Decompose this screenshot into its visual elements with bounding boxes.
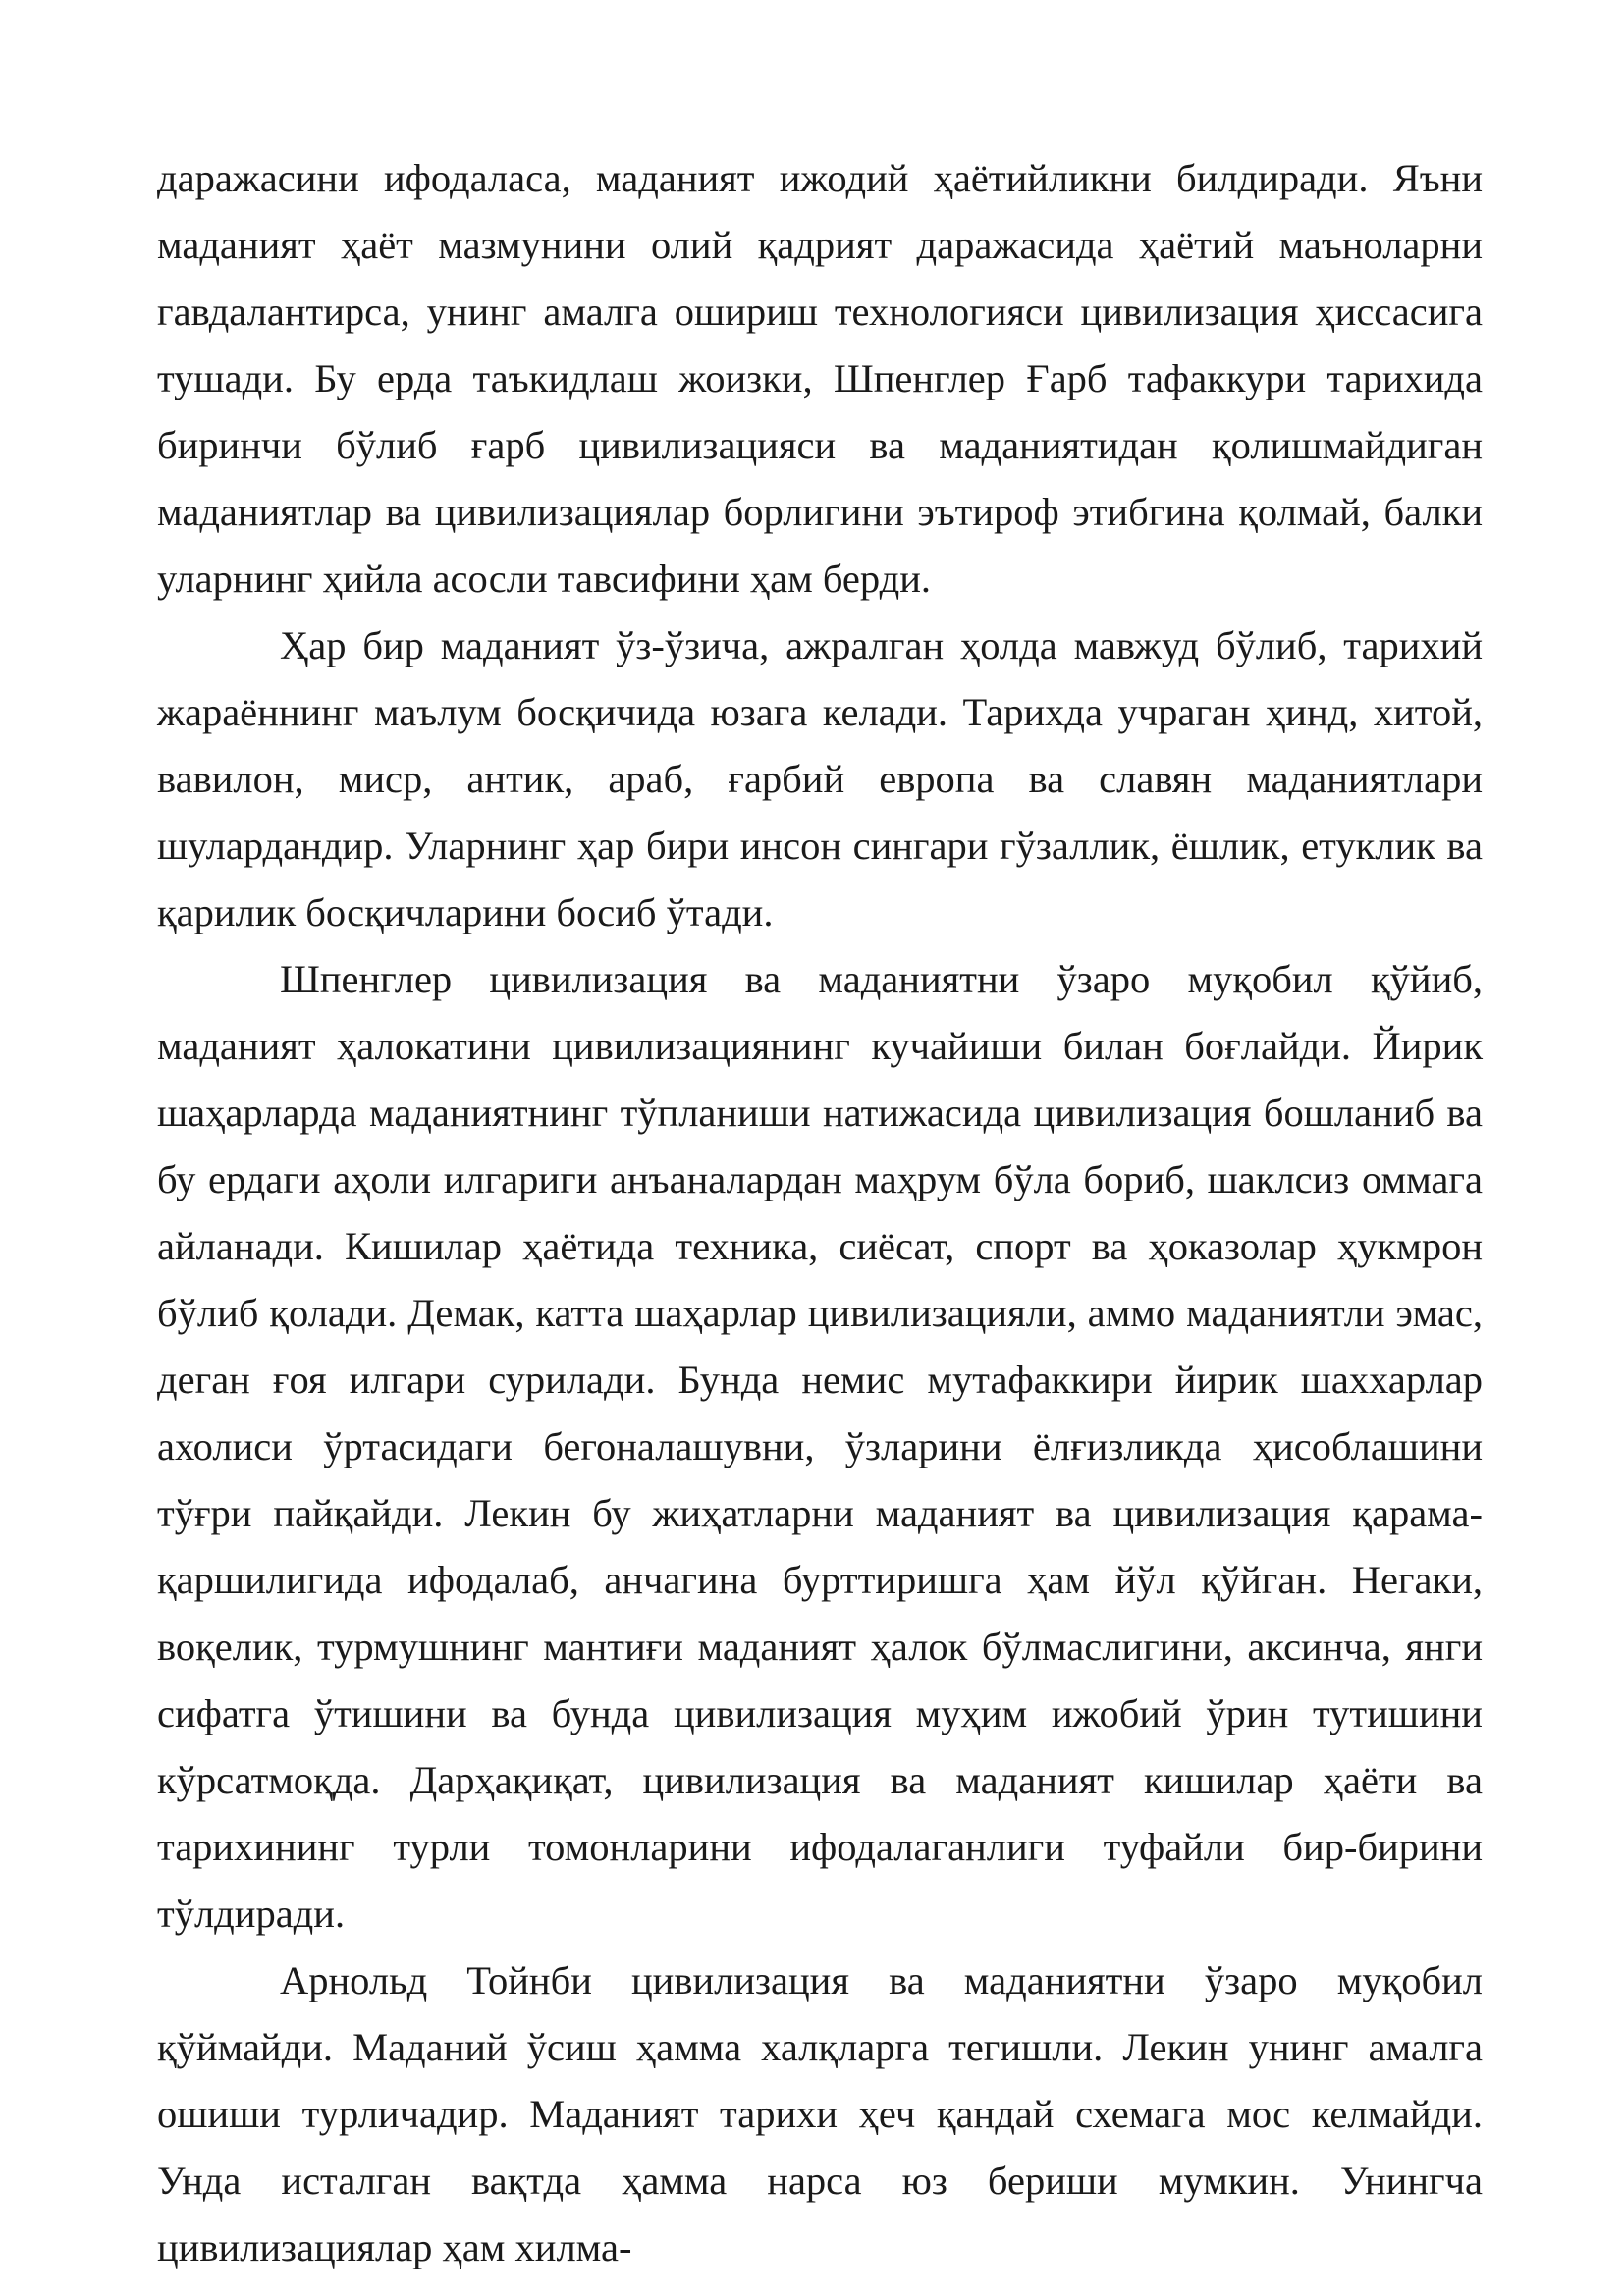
paragraph-continuation: даражасини ифодаласа, маданият ижодий ҳаётийликни билдиради. Яъни маданият ҳаёт мазмунини олий қадрият даражасида ҳаётий маъноларни гавдалантирса, унинг амалга ошириш технологияси цивилизация ҳиссасига тушади. Бу ерда таъкидлаш жоизки, Шпенглер Ғарб тафаккури тарихида биринчи бўлиб ғарб цивилизацияси ва маданиятидан қолишмайдиган маданиятлар ва цивилизациялар борлигини эътироф этибгина қолмай, балки уларнинг ҳийла асосли тавсифини ҳам берди. — [157, 156, 1483, 601]
paragraph-spengler-cities: Шпенглер цивилизация ва маданиятни ўзаро муқобил қўйиб, маданият ҳалокатини цивилизациянинг кучайиши билан боғлайди. Йирик шаҳарларда маданиятнинг тўпланиши натижасида цивилизация бошланиб ва бу ердаги аҳоли илгариги анъаналардан маҳрум бўла бориб, шаклсиз оммага айланади. Кишилар ҳаётида техника, сиёсат, спорт ва ҳоказолар ҳукмрон бўлиб қолади. Демак, катта шаҳарлар цивилизацияли, аммо маданиятли эмас, деган ғоя илгари сурилади. Бунда немис мутафаккири йирик шаххарлар ахолиси ўртасидаги бегоналашувни, ўзларини ёлғизликда ҳисоблашини тўғри пайқайди. Лекин бу жиҳатларни маданият ва цивилизация қарама-қаршилигида ифодалаб, анчагина бурттиришга ҳам йўл қўйган. Негаки, воқелик, турмушнинг мантиғи маданият ҳалок бўлмаслигини, аксинча, янги сифатга ўтишини ва бунда цивилизация муҳим ижобий ўрин тутишини кўрсатмоқда. Дарҳақиқат, цивилизация ва маданият кишилар ҳаёти ва тарихининг турли томонларини ифодалаганлиги туфайли бир-бирини тўлдиради. — [157, 957, 1483, 1936]
paragraph-toynbee: Арнольд Тойнби цивилизация ва маданиятни ўзаро муқобил қўймайди. Маданий ўсиш ҳамма халқларга тегишли. Лекин унинг амалга ошиши турличадир. Маданият тарихи ҳеч қандай схемага мос келмайди. Унда исталган вақтда ҳамма нарса юз бериши мумкин. Унингча цивилизациялар ҳам хилма- — [157, 1958, 1483, 2269]
paragraph-cultural-stages: Ҳар бир маданият ўз-ўзича, ажралган ҳолда мавжуд бўлиб, тарихий жараённинг маълум босқичида юзага келади. Тарихда учраган ҳинд, хитой, вавилон, миср, антик, араб, ғарбий европа ва славян маданиятлари шулардандир. Уларнинг ҳар бири инсон сингари гўзаллик, ёшлик, етуклик ва қарилик босқичларини босиб ўтади. — [157, 623, 1483, 934]
document-page — [157, 145, 1483, 2281]
